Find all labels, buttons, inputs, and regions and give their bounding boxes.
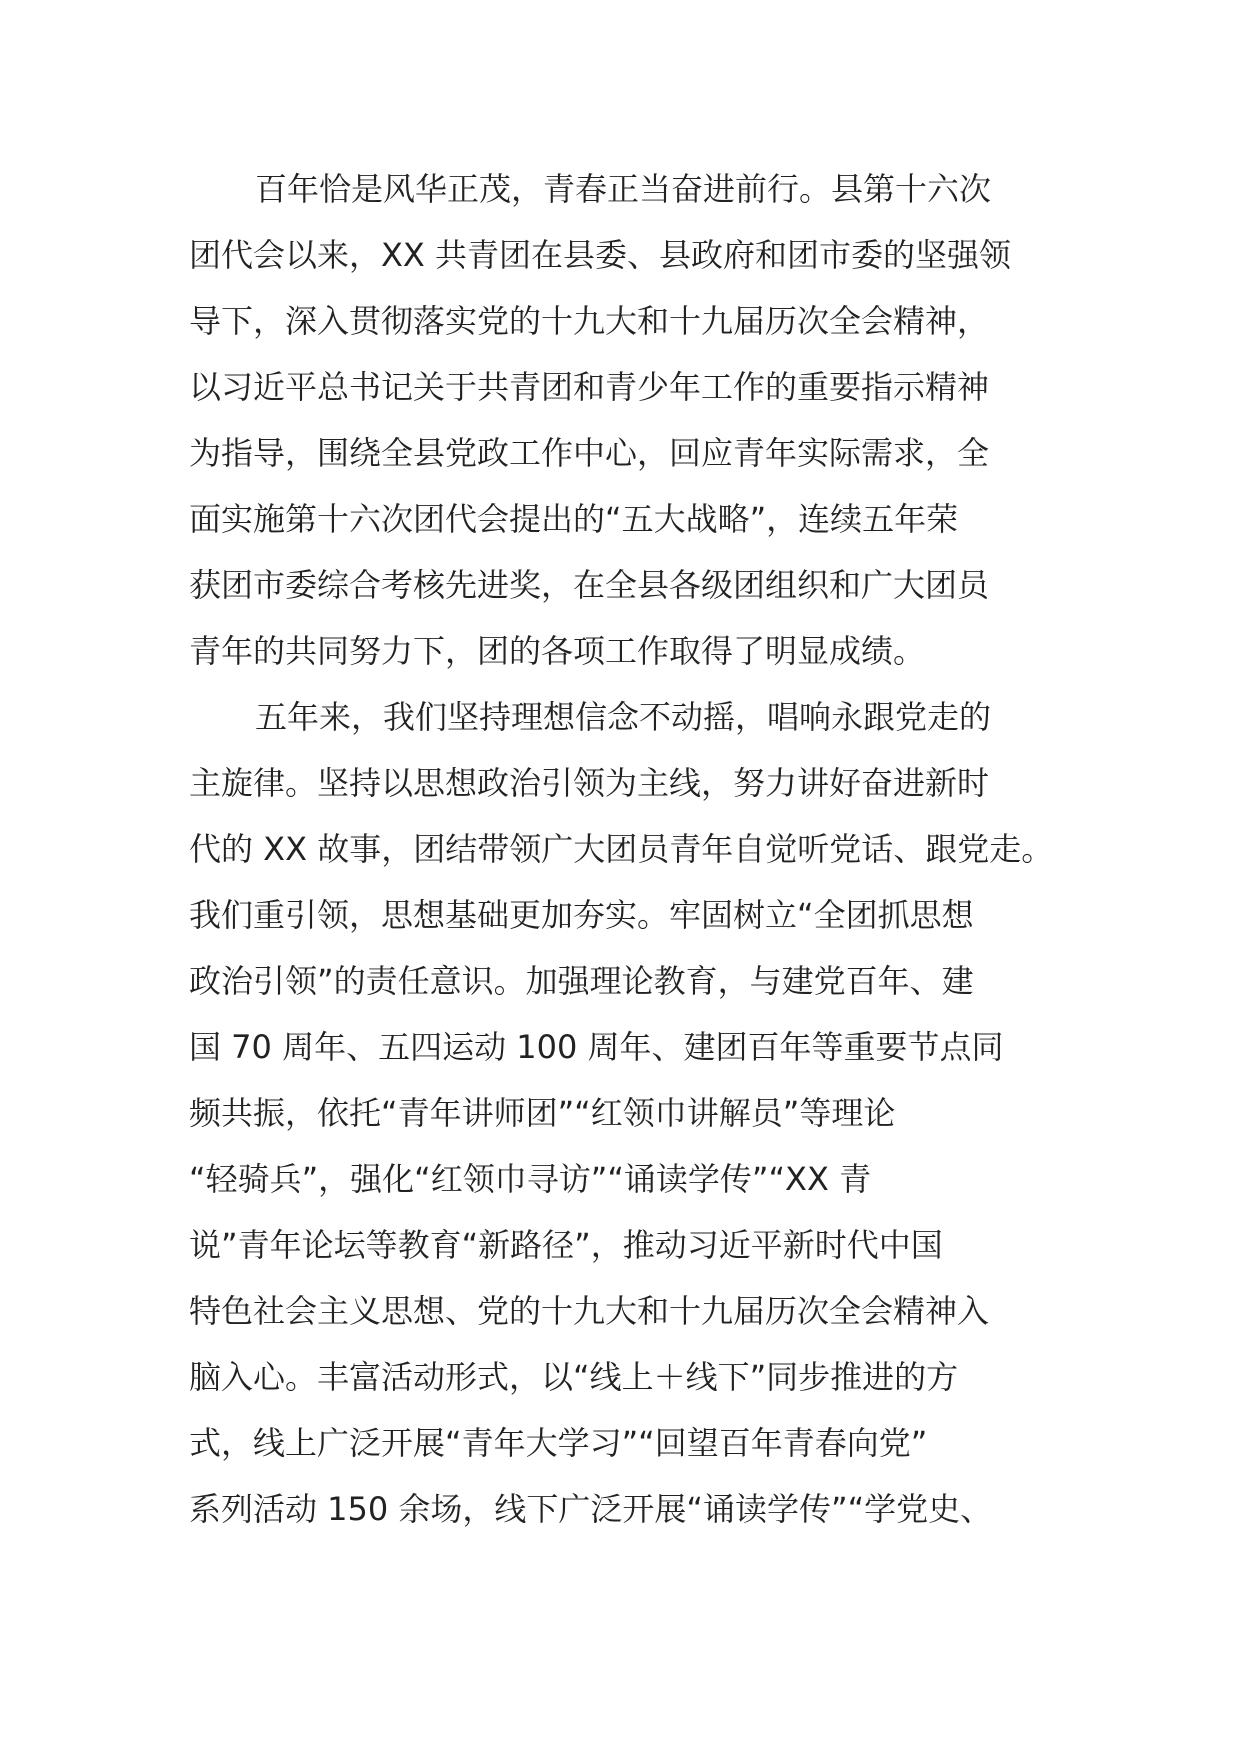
paragraph-line: 国 70 周年、五四运动 100 周年、建团百年等重要节点同 <box>189 1028 1004 1066</box>
paragraph-line: “轻骑兵”，强化“红领巾寻访”“诵读学传”“XX 青 <box>189 1160 872 1198</box>
paragraph-line: 式，线上广泛开展“青年大学习”“回望百年青春向党” <box>189 1424 928 1462</box>
paragraph-1 <box>189 156 1074 684</box>
paragraph-2 <box>189 684 1074 1542</box>
paragraph-line: 导下，深入贯彻落实党的十九大和十九届历次全会精神， <box>189 302 990 340</box>
paragraph-line: 为指导，围绕全县党政工作中心，回应青年实际需求，全 <box>189 434 990 472</box>
paragraph-line: 主旋律。坚持以思想政治引领为主线，努力讲好奋进新时 <box>189 764 990 802</box>
paragraph-line: 特色社会主义思想、党的十九大和十九届历次全会精神入 <box>189 1292 990 1330</box>
paragraph-line: 面实施第十六次团代会提出的“五大战略”，连续五年荣 <box>189 500 959 538</box>
paragraph-line: 频共振，依托“青年讲师团”“红领巾讲解员”等理论 <box>189 1094 896 1132</box>
paragraph-line: 代的 XX 故事，团结带领广大团员青年自觉听党话、跟党走。 <box>189 830 1054 868</box>
paragraph-line: 系列活动 150 余场，线下广泛开展“诵读学传”“学党史、 <box>189 1490 993 1528</box>
paragraph-line: 以习近平总书记关于共青团和青少年工作的重要指示精神 <box>189 368 990 406</box>
paragraph-line: 青年的共同努力下，团的各项工作取得了明显成绩。 <box>189 632 926 670</box>
paragraph-line: 说”青年论坛等教育“新路径”，推动习近平新时代中国 <box>189 1226 943 1264</box>
paragraph-line: 政治引领”的责任意识。加强理论教育，与建党百年、建 <box>189 962 974 1000</box>
document-body <box>189 156 1074 1542</box>
paragraph-line: 五年来，我们坚持理想信念不动摇，唱响永跟党走的 <box>255 698 992 736</box>
paragraph-line: 我们重引领，思想基础更加夯实。牢固树立“全团抓思想 <box>189 896 974 934</box>
paragraph-line: 团代会以来，XX 共青团在县委、县政府和团市委的坚强领 <box>189 236 1012 274</box>
paragraph-line: 百年恰是风华正茂，青春正当奋进前行。县第十六次 <box>255 170 992 208</box>
paragraph-line: 脑入心。丰富活动形式，以“线上＋线下”同步推进的方 <box>189 1358 959 1396</box>
paragraph-line: 获团市委综合考核先进奖，在全县各级团组织和广大团员 <box>189 566 990 604</box>
